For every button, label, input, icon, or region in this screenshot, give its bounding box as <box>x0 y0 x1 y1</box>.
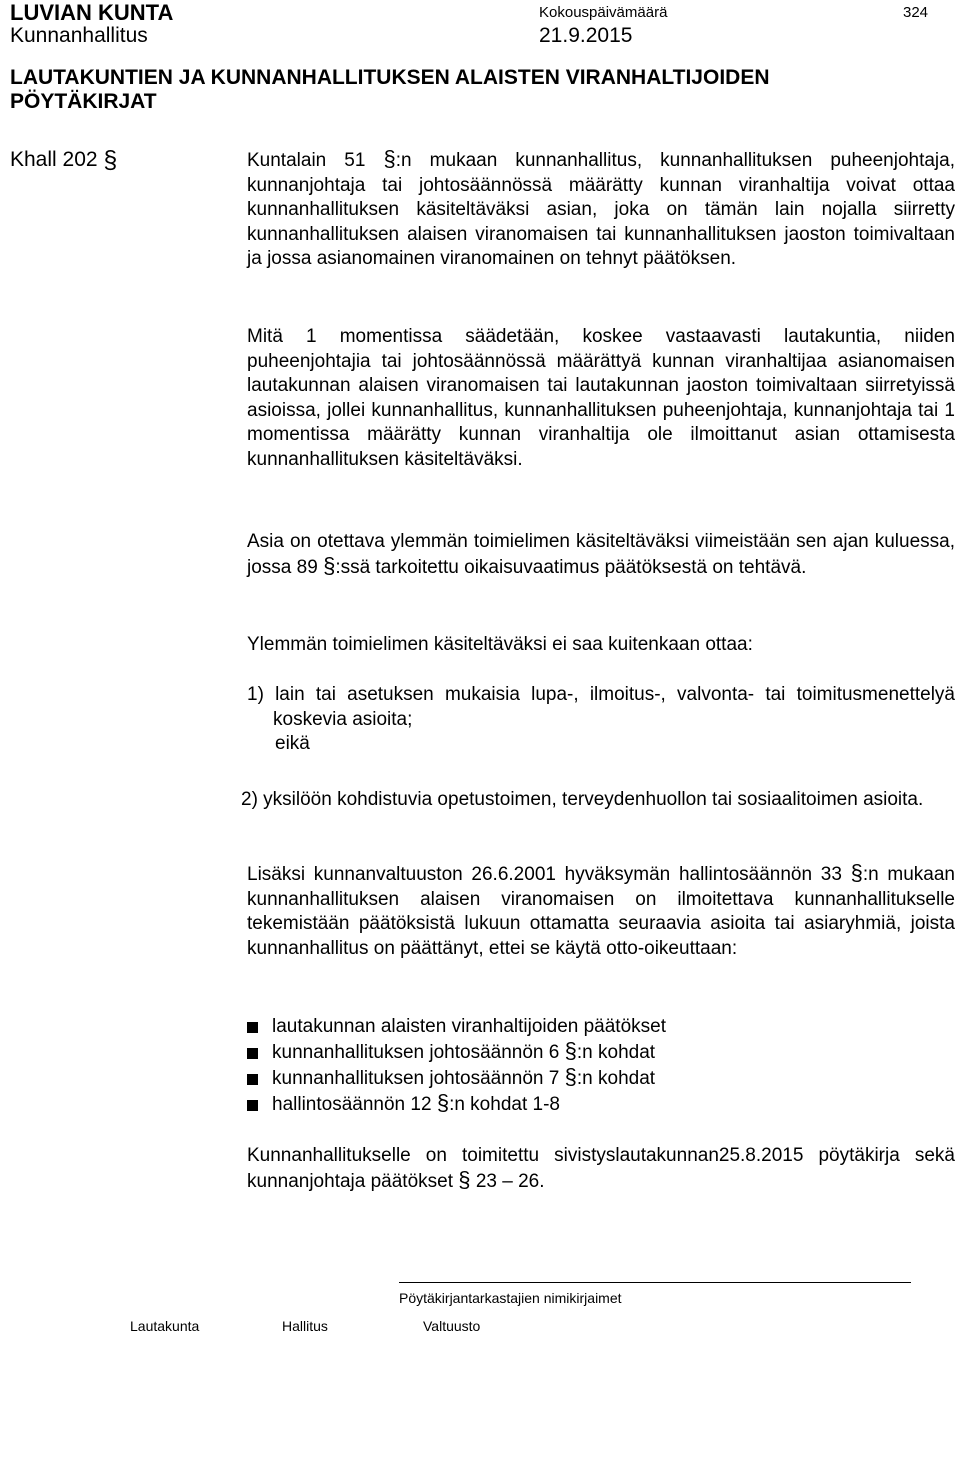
list-item <box>247 1040 955 1066</box>
bullet-3-rest: :n kohdat <box>576 1068 656 1089</box>
section-symbol: § <box>458 1166 471 1192</box>
square-bullet-icon <box>247 1022 258 1033</box>
bullet-2-start: kunnanhallituksen johtosäännön 6 <box>272 1042 560 1063</box>
paragraph-4 <box>247 633 955 658</box>
section-symbol: § <box>564 1064 577 1089</box>
section-id: Khall 202 <box>10 148 98 171</box>
footer-col-lautakunta: Lautakunta <box>130 1318 200 1334</box>
list-item <box>247 1014 955 1040</box>
page-number: 324 <box>903 4 929 21</box>
document-title <box>10 66 890 114</box>
bullet-4-rest: :n kohdat 1-8 <box>449 1094 560 1115</box>
p2-text: Mitä 1 momentissa säädetään, koskee vastaavasti lautakuntia, niiden puheenjohtajia tai johtosäännössä määrättyä kunnan viranhaltijaa asianomaisen lautakunnan alaisen viranomaisen tai lautakunnan jaoston toimivaltaan siirretyissä asioissa, jollei kunnanhallitus, kunnanhallituksen puheenjohtaja, kunnanjohtaja tai 1 momentissa määrätty kunnan viranhaltija ole ilmoittanut asian ottamisesta kunnanhallituksen käsiteltäväksi. <box>247 326 955 470</box>
square-bullet-icon <box>247 1074 258 1085</box>
meeting-date: 21.9.2015 <box>539 24 633 47</box>
section-symbol: § <box>436 1090 450 1115</box>
list-item <box>247 1092 955 1118</box>
bullet-4-start: hallintosäännön 12 <box>272 1094 432 1115</box>
board-name: Kunnanhallitus <box>10 24 148 47</box>
p6-start: Kunnanhallitukselle on toimitettu sivistyslautakunnan25.8.2015 pöytäkirja sekä kunnanjohtaja päätökset <box>247 1145 955 1192</box>
p1-rest: :n mukaan kunnanhallitus, kunnanhallituksen puheenjohtaja, kunnanjohtaja tai johtosäännössä määrätty kunnan viranhaltija voivat ottaa kunnanhallituksen käsiteltäväksi asian, joka on tämän lain nojalla siirretty kunnanhallituksen alaisen viranomaisen tai kunnanhallituksen jaoston toimivaltaan ja jossa asianomainen viranomainen on tehnyt päätöksen. <box>247 150 956 270</box>
p3-rest: :ssä tarkoitettu oikaisuvaatimus päätöksestä on tehtävä. <box>335 556 807 578</box>
paragraph-5 <box>247 862 955 961</box>
footer-divider <box>399 1282 911 1283</box>
bullet-list <box>247 1014 955 1118</box>
paragraph-6 <box>247 1144 955 1194</box>
item2-text: 2) yksilöön kohdistuvia opetustoimen, terveydenhuollon tai sosiaalitoimen asioita. <box>241 789 924 810</box>
p3-start: Asia on otettava ylemmän toimielimen käsiteltäväksi viimeistään sen ajan kuluessa, jossa 89 <box>247 531 955 578</box>
signatures-label: Pöytäkirjantarkastajien nimikirjaimet <box>399 1290 622 1306</box>
paragraph-2 <box>247 325 955 473</box>
paragraph-3 <box>247 530 955 580</box>
section-number <box>10 148 117 173</box>
p6-rest: 23 – 26. <box>475 1170 545 1192</box>
title-line-2: PÖYTÄKIRJAT <box>10 90 157 113</box>
section-symbol: § <box>103 146 118 174</box>
section-symbol: § <box>383 146 396 171</box>
organization-name: LUVIAN KUNTA <box>10 0 174 25</box>
exclusion-item-1 <box>247 683 955 757</box>
footer-col-hallitus: Hallitus <box>282 1318 328 1334</box>
meeting-date-label: Kokouspäivämäärä <box>539 4 668 21</box>
section-symbol: § <box>564 1038 577 1063</box>
square-bullet-icon <box>247 1100 258 1111</box>
footer-col-valtuusto: Valtuusto <box>423 1318 481 1334</box>
list-item <box>247 1066 955 1092</box>
section-symbol: § <box>850 860 863 885</box>
section-symbol: § <box>323 552 336 578</box>
square-bullet-icon <box>247 1048 258 1059</box>
bullet-1-text: lautakunnan alaisten viranhaltijoiden päätökset <box>272 1016 666 1037</box>
p5-rest: :n mukaan kunnanhallituksen alaisen viranomaisen on ilmoitettava kunnanhallitukselle tekemistään päätöksistä lukuun ottamatta seuraavia asioita tai asiaryhmiä, joista kunnanhallitus on päättänyt, ettei se käytä otto-oikeuttaan: <box>247 864 955 959</box>
title-line-1: LAUTAKUNTIEN JA KUNNANHALLITUKSEN ALAISTEN VIRANHALTIJOIDEN <box>10 66 770 89</box>
bullet-2-rest: :n kohdat <box>576 1042 656 1063</box>
p4-text: Ylemmän toimielimen käsiteltäväksi ei saa kuitenkaan ottaa: <box>247 634 753 655</box>
p1-start: Kuntalain 51 <box>247 150 366 171</box>
exclusion-item-2 <box>241 788 955 813</box>
paragraph-1 <box>247 148 955 272</box>
item1-conjunction: eikä <box>275 733 310 755</box>
item1-text: 1) lain tai asetuksen mukaisia lupa-, ilmoitus-, valvonta- tai toimitusmenettelyä koskevia asioita; <box>247 684 955 730</box>
p5-start: Lisäksi kunnanvaltuuston 26.6.2001 hyväksymän hallintosäännön 33 <box>247 864 842 885</box>
bullet-3-start: kunnanhallituksen johtosäännön 7 <box>272 1068 560 1089</box>
